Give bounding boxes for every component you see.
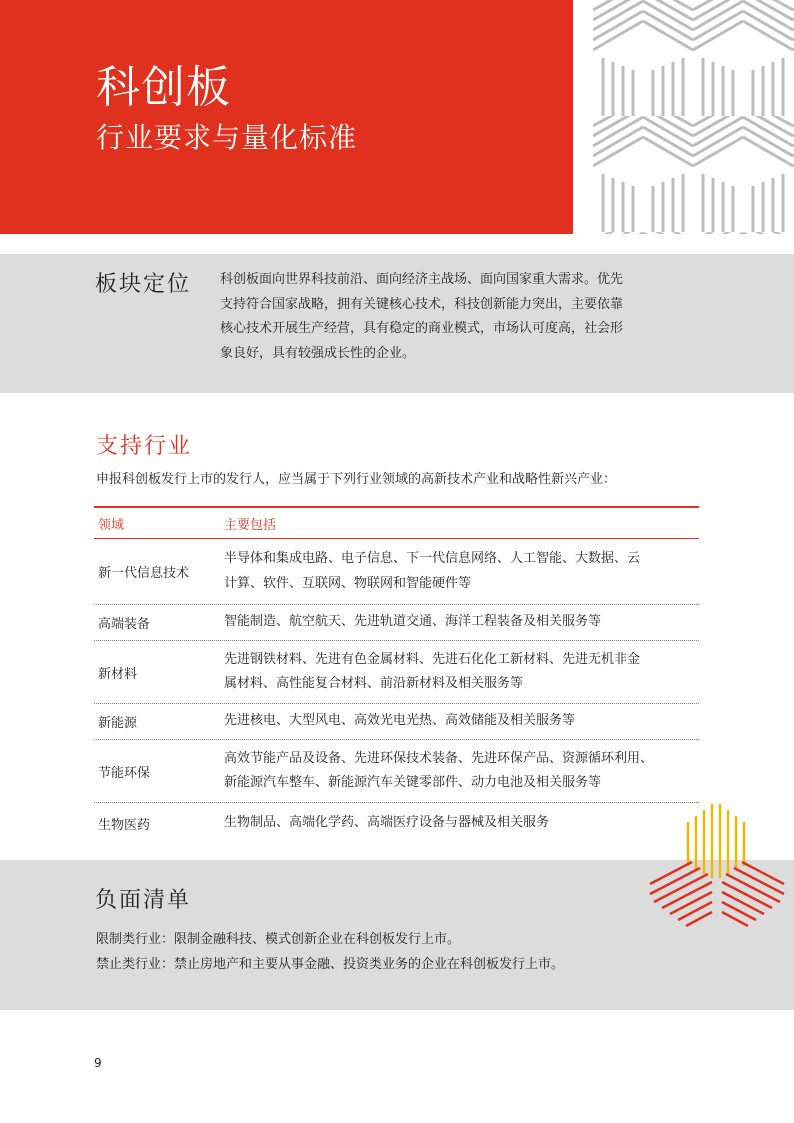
row-items-line: 先进钢铁材料、先进有色金属材料、先进石化化工新材料、先进无机非金 bbox=[224, 651, 641, 667]
row-domain: 节能环保 bbox=[98, 765, 151, 781]
table-row bbox=[94, 539, 699, 605]
row-items-line: 半导体和集成电路、电子信息、下一代信息网络、人工智能、大数据、云 bbox=[224, 551, 641, 566]
industries-title: 支持行业 bbox=[96, 434, 193, 459]
row-items bbox=[224, 605, 699, 640]
row-domain: 新材料 bbox=[98, 666, 138, 682]
negative-list-title: 负面清单 bbox=[95, 888, 192, 913]
table-row bbox=[94, 641, 699, 704]
row-domain: 生物医药 bbox=[98, 817, 151, 833]
industries-table bbox=[94, 506, 699, 843]
row-items-line: 生物制品、高端化学药、高端医疗设备与器械及相关服务 bbox=[224, 814, 550, 830]
positioning-text bbox=[220, 268, 690, 366]
row-items-line: 高效节能产品及设备、先进环保技术装备、先进环保产品、资源循环利用、 bbox=[224, 750, 654, 766]
text-line: 支持符合国家战略，拥有关键核心技术，科技创新能力突出，主要依靠 bbox=[220, 296, 624, 312]
text-line: 象良好，具有较强成长性的企业。 bbox=[220, 345, 416, 361]
row-items-line: 新能源汽车整车、新能源汽车关键零部件、动力电池及相关服务等 bbox=[224, 775, 602, 790]
row-domain: 新能源 bbox=[98, 716, 138, 731]
column-header-items: 主要包括 bbox=[224, 517, 277, 533]
page-title: 科创板 bbox=[96, 62, 231, 113]
row-items bbox=[224, 643, 699, 702]
row-items-line: 属材料、高性能复合材料、前沿新材料及相关服务等 bbox=[224, 676, 524, 691]
prohibited-industries: 禁止类行业：禁止房地产和主要从事金融、投资类业务的企业在科创板发行上市。 bbox=[96, 957, 565, 972]
page-number: 9 bbox=[94, 1056, 102, 1070]
row-items-line: 先进核电、大型风电、高效光电光热、高效储能及相关服务等 bbox=[224, 713, 576, 729]
row-items-line: 计算、软件、互联网、物联网和智能硬件等 bbox=[224, 575, 472, 591]
row-domain: 高端装备 bbox=[98, 617, 151, 632]
text-line: 科创板面向世界科技前沿、面向经济主战场、面向国家重大需求。优先 bbox=[220, 272, 624, 287]
table-row bbox=[94, 605, 699, 641]
table-row bbox=[94, 803, 699, 843]
page-subtitle: 行业要求与量化标准 bbox=[96, 121, 358, 154]
positioning-title: 板块定位 bbox=[95, 272, 192, 297]
header-banner bbox=[0, 0, 573, 234]
text-line: 核心技术开展生产经营，具有稳定的商业模式，市场认可度高，社会形 bbox=[220, 321, 624, 336]
restricted-industries: 限制类行业：限制金融科技、模式创新企业在科创板发行上市。 bbox=[96, 932, 461, 947]
industries-intro: 申报科创板发行上市的发行人，应当属于下列行业领域的高新技术产业和战略性新兴产业： bbox=[96, 472, 617, 487]
column-header-domain: 领域 bbox=[98, 517, 125, 533]
striped-cube-decoration bbox=[640, 800, 794, 930]
geometric-pattern-decoration bbox=[593, 0, 794, 234]
row-items bbox=[224, 704, 699, 739]
row-items bbox=[224, 806, 699, 841]
row-items-line: 智能制造、航空航天、先进轨道交通、海洋工程装备及相关服务等 bbox=[224, 614, 602, 630]
row-items bbox=[224, 742, 699, 801]
row-items bbox=[224, 542, 699, 601]
table-row bbox=[94, 704, 699, 740]
table-header bbox=[94, 506, 699, 539]
row-domain: 新一代信息技术 bbox=[98, 566, 190, 581]
table-row bbox=[94, 740, 699, 803]
